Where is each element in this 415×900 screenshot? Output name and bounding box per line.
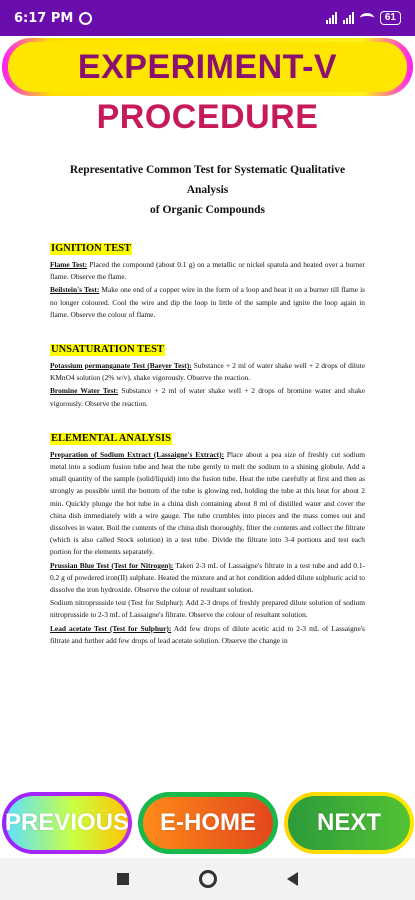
recent-apps-icon[interactable] <box>117 873 129 885</box>
next-button-label: NEXT <box>316 809 381 836</box>
section-title: IGNITION TEST <box>51 243 132 254</box>
status-time: 6:17 PM <box>14 10 74 26</box>
previous-button[interactable] <box>2 792 132 854</box>
flame-test-paragraph: Flame Test: Placed the compound (about 0.1 g) on a metallic or nickel spatula and heated over a burner flame. Observe the flame. <box>50 260 365 282</box>
back-icon[interactable] <box>287 872 298 886</box>
whatsapp-notification-icon <box>79 12 92 25</box>
prussian-blue-paragraph: Prussian Blue Test (Test for Nitrogen): Taken 2-3 mL of Lassaigne's filtrate in a test tube and add 0.1-0.2 g of powdered iron(II) sulphate. Heated the mixture and at hot condition added dilute sulphuric acid to dissolve the iron hydroxide. Observe the colour of resultant solution. <box>50 560 365 595</box>
ignition-section <box>50 238 365 321</box>
page-title: EXPERIMENT-V <box>77 47 338 86</box>
e-home-button[interactable] <box>138 792 278 854</box>
navigation-bar <box>0 858 415 900</box>
title-banner <box>2 38 413 96</box>
baeyer-test-paragraph: Potassium permanganate Test (Baeyer Test): Substance + 2 ml of water shake well + 2 drops of dilute KMnO4 solution (2% w/v), shake vigorously. Observe the reaction. <box>50 361 366 383</box>
unsaturation-section <box>50 339 365 410</box>
nitroprusside-paragraph: Sodium nitroprusside test (Test for Sulphur): Add 2-3 drops of freshly prepared dilute solution of sodium nitroprusside to 2-3 mL of Lassaigne's filtrate. Observe the colour of resultant solution. <box>50 598 365 620</box>
section-title: ELEMENTAL ANALYSIS <box>51 432 171 444</box>
battery-icon: 61 <box>380 11 401 25</box>
section-title: UNSATURATION TEST <box>51 344 164 356</box>
signal-icon <box>326 12 337 24</box>
previous-button-label: PREVIOUS <box>4 809 130 836</box>
wifi-icon <box>360 13 374 23</box>
lead-acetate-paragraph: Lead acetate Test (Test for Sulphur): Add few drops of dilute acetic acid to 2-3 mL of Lassaigne's filtrate and further add few drops of lead acetate solution. Observe the change in <box>50 623 365 645</box>
status-bar <box>0 0 415 36</box>
signal-icon-2 <box>343 12 354 24</box>
procedure-document[interactable] <box>0 152 415 687</box>
page-subtitle: PROCEDURE <box>96 98 319 136</box>
next-button[interactable] <box>284 792 414 854</box>
elemental-section <box>50 428 365 647</box>
home-icon[interactable] <box>199 870 217 888</box>
sodium-extract-paragraph: Preparation of Sodium Extract (Lassaigne's Extract): Place about a pea size of freshly cut sodium metal into a sodium fusion tube and heat the tube gently to melt the sodium to a shining globule. Add a small quantity of the sample (solid/liquid) into the fusion tube. Heat the tube carefully at first and then as strongly as possible until the bottom of the tube is glowing red, holding the tube at this heat for about 2 min. Quickly plunge the hot tube in a china dish containing about 8 ml of distilled water and cover the china dish immediately with a wire gauge. The tube crumbles into pieces and the mass comes out and dissolves in water. Boil the contents of the china dish thoroughly, filter the contents and collect the filtrate (which is also called Stock solution) in a test tube. Divide the filtrate into 3-4 portions and test each portion for the elements separately. <box>50 449 365 557</box>
e-home-button-label: E-HOME <box>160 809 256 836</box>
beilstein-test-paragraph: Beilstein's Test: Make one end of a copper wire in the form of a loop and heat it on a burner till flame is no longer coloured. Cool the wire and dip the loop in little of the sample and ignite the loop again in flame. Observe the colour of flame. <box>50 285 365 319</box>
document-heading: Representative Common Test for Systematic Qualitative Analysis of Organic Compounds <box>69 164 346 216</box>
bromine-test-paragraph: Bromine Water Test: Substance + 2 ml of water shake well + 2 drops of bromine water and shake vigorously. Observe the reaction. <box>50 386 365 408</box>
